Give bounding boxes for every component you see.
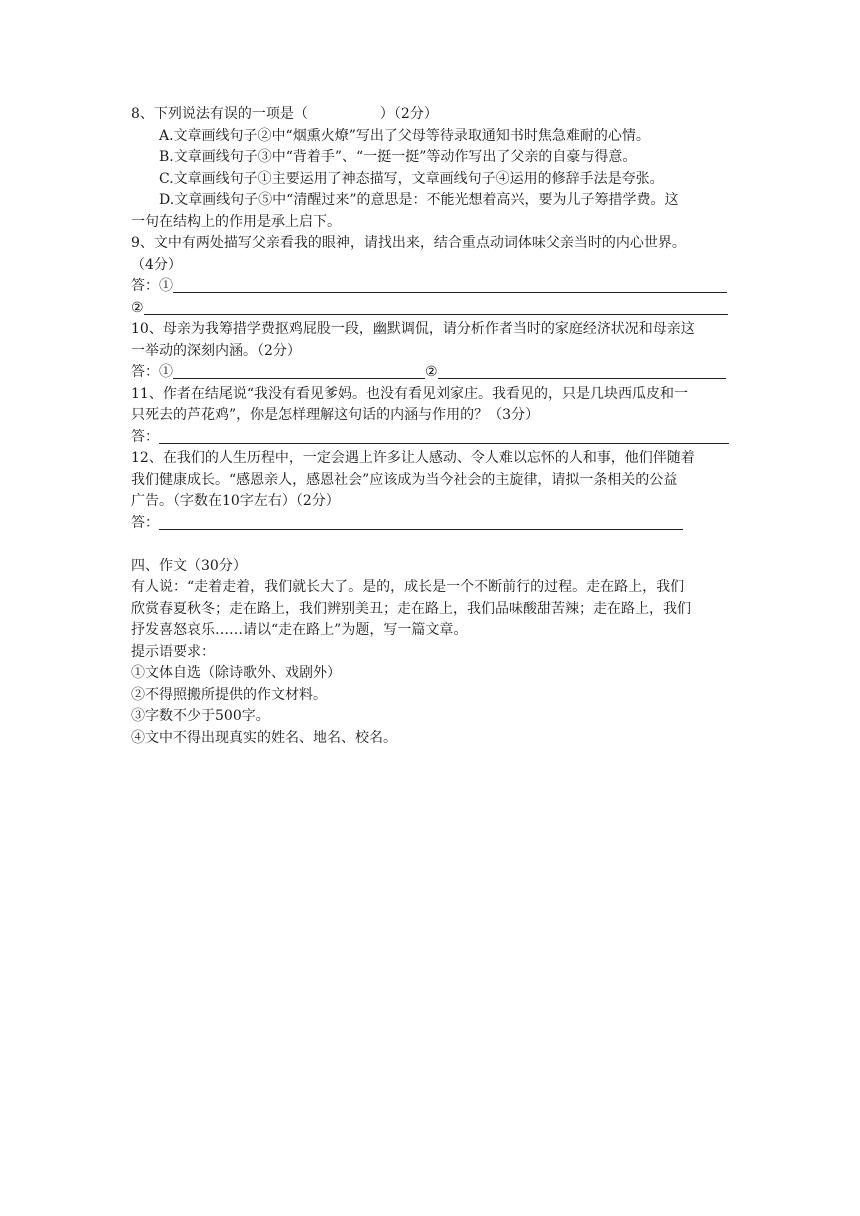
q8-option-d-cont: 一句在结构上的作用是承上启下。 (131, 213, 341, 230)
essay-tip-2: ②不得照搬所提供的作文材料。 (131, 686, 327, 703)
q10-answer-2-label: ② (425, 364, 438, 380)
q12-answer (131, 513, 731, 535)
q9-stem: 9、文中有两处描写父亲看我的眼神，请找出来，结合重点动词体味父亲当时的内心世界。 (131, 235, 686, 251)
q9-answer-1-label: 答：① (131, 278, 173, 294)
q12-stem: 12、在我们的人生历程中，一定会遇上许多让人感动、令人难以忘怀的人和事，他们伴随着 (131, 450, 695, 466)
q8-option-d: D.文章画线句子⑤中“清醒过来”的意思是：不能光想着高兴，要为儿子筹措学费。这 (159, 192, 679, 208)
q12-answer-line[interactable] (159, 515, 683, 530)
q8-option-b: B.文章画线句子③中“背着手”、“一挺一挺”等动作写出了父亲的自豪与得意。 (159, 149, 637, 165)
essay-tip-4: ④文中不得出现真实的姓名、地名、校名。 (131, 729, 397, 746)
q9-answer-1-line[interactable] (173, 278, 727, 293)
q11-stem: 11、作者在结尾说“我没有看见爹妈。也没有看见刘家庄。我看见的，只是几块西瓜皮和一 (131, 385, 688, 402)
q9-stem-cont: （4分） (131, 256, 182, 273)
essay-prompt-line-3: 抒发喜怒哀乐……请以“走在路上”为题，写一篇文章。 (131, 622, 468, 638)
q11-answer-line[interactable] (159, 429, 729, 444)
section-gap (131, 534, 731, 556)
q9-answer-2 (131, 298, 731, 320)
q10-answer-1-line[interactable] (173, 364, 425, 379)
q8-stem-score: ）（2分） (379, 106, 438, 122)
q10-answer-2-line[interactable] (438, 364, 726, 379)
q12-stem-cont2: 广告。（字数在10字左右）（2分） (131, 493, 340, 509)
essay-tip-1: ①文体自选（除诗歌外、戏剧外） (131, 665, 341, 681)
q8-stem-text: 8、下列说法有误的一项是（ (131, 106, 308, 122)
q10-stem-cont: 一举动的深刻内涵。（2分） (131, 342, 301, 359)
essay-tip-3: ③字数不少于500字。 (131, 708, 270, 724)
q9-answer-1 (131, 276, 731, 298)
q8-stem (131, 104, 731, 126)
q8-option-c: C.文章画线句子①主要运用了神态描写，文章画线句子④运用的修辞手法是夸张。 (159, 170, 664, 187)
q9-answer-2-line[interactable] (144, 300, 728, 315)
q8-option-a: A.文章画线句子②中“烟熏火燎”写出了父母等待录取通知书时焦急难耐的心情。 (159, 127, 650, 144)
essay-tips-label: 提示语要求： (131, 643, 215, 660)
q11-answer-label: 答： (131, 428, 159, 445)
q10-answer-1-label: 答：① (131, 364, 173, 380)
q12-stem-cont: 我们健康成长。“感恩亲人，感恩社会”应该成为当今社会的主旋律，请拟一条相关的公益 (131, 471, 678, 488)
essay-heading: 四、作文（30分） (131, 557, 247, 574)
q11-answer (131, 427, 731, 449)
q9-answer-2-label: ② (131, 299, 144, 316)
q11-stem-cont: 只死去的芦花鸡”，你是怎样理解这句话的内涵与作用的？（3分） (131, 407, 540, 423)
essay-prompt-line-2: 欣赏春夏秋冬；走在路上，我们辨别美丑；走在路上，我们品味酸甜苦辣；走在路上，我们 (131, 600, 691, 617)
q12-answer-label: 答： (131, 514, 159, 531)
q10-stem: 10、母亲为我筹措学费抠鸡屁股一段，幽默调侃，请分析作者当时的家庭经济状况和母亲这 (131, 321, 695, 337)
essay-prompt-line-1: 有人说：“走着走着，我们就长大了。是的，成长是一个不断前行的过程。走在路上，我们 (131, 579, 685, 595)
exam-page (131, 104, 731, 749)
q10-answers (131, 362, 731, 384)
